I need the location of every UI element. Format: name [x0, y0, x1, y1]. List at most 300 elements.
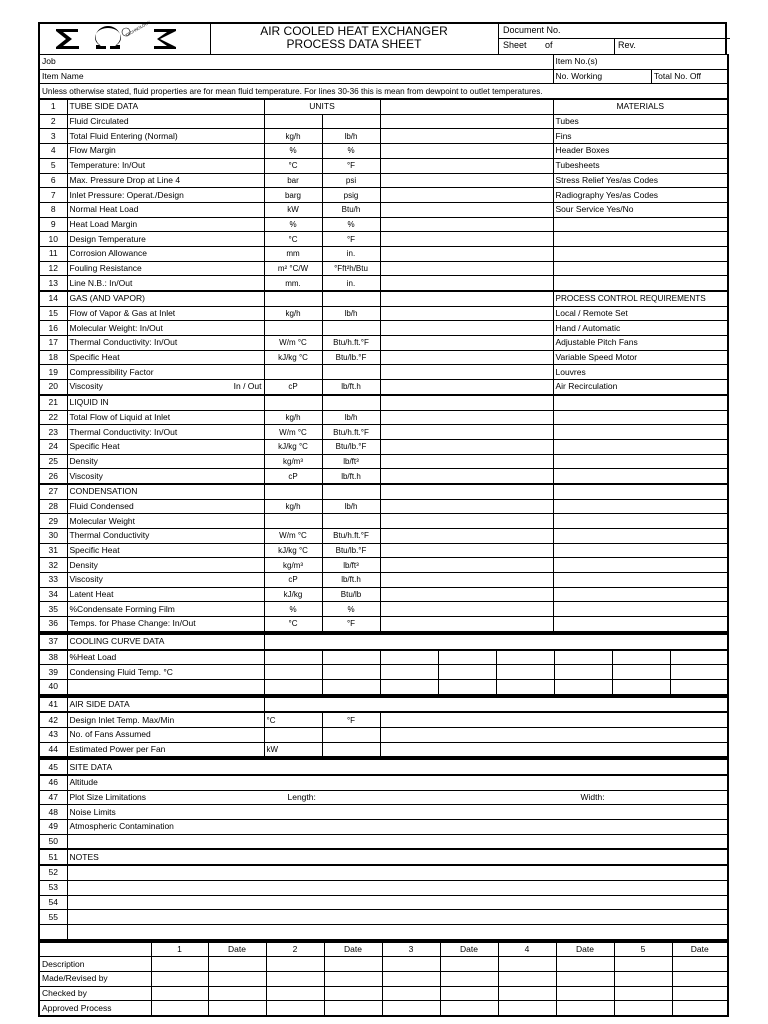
table-row	[39, 425, 728, 440]
row-label: Inlet Pressure: Operat./Design	[67, 188, 264, 203]
imperial-unit: Btu/lb.°F	[322, 543, 380, 558]
total-no-off-field[interactable]: Total No. Off	[653, 71, 702, 82]
curve-value-cell[interactable]	[322, 650, 380, 665]
value-cell[interactable]	[380, 99, 553, 114]
imperial-unit: lb/h	[322, 410, 380, 425]
revision-cell[interactable]	[382, 957, 440, 972]
value-cell[interactable]	[380, 742, 728, 757]
right-label	[553, 410, 728, 425]
row-number: 46	[39, 775, 67, 790]
table-row	[39, 365, 728, 380]
value-cell[interactable]	[380, 306, 553, 321]
table-row	[39, 232, 728, 247]
section-heading	[67, 849, 728, 865]
materials-header: MATERIALS	[553, 99, 728, 114]
revision-cell[interactable]	[556, 971, 614, 986]
row-label: Temps. for Phase Change: In/Out	[67, 617, 264, 632]
row-label: Max. Pressure Drop at Line 4	[67, 173, 264, 188]
curve-value-cell[interactable]	[612, 679, 670, 694]
si-unit	[264, 365, 322, 380]
row-label: Plot Size Limitations	[69, 792, 147, 803]
imperial-unit	[322, 395, 380, 410]
right-label[interactable]: Variable Speed Motor	[553, 350, 728, 365]
value-cell[interactable]	[380, 454, 553, 469]
revision-cell[interactable]	[556, 986, 614, 1001]
row-number: 52	[39, 865, 67, 880]
revision-cell[interactable]	[498, 986, 556, 1001]
right-label	[553, 484, 728, 499]
imperial-unit	[322, 321, 380, 336]
revision-cell[interactable]	[208, 971, 266, 986]
value-cell[interactable]	[380, 217, 553, 232]
right-label	[553, 573, 728, 588]
row-number: 1	[39, 99, 67, 114]
row-number: 29	[39, 514, 67, 529]
si-unit	[264, 514, 322, 529]
revision-cell[interactable]	[324, 986, 382, 1001]
curve-value-cell[interactable]	[496, 665, 554, 680]
value-cell[interactable]	[380, 529, 553, 544]
revision-cell[interactable]	[382, 986, 440, 1001]
revision-cell[interactable]	[440, 957, 498, 972]
value-cell[interactable]	[380, 558, 553, 573]
imperial-unit: °F	[322, 232, 380, 247]
revision-cell[interactable]	[266, 971, 324, 986]
row-number: 32	[39, 558, 67, 573]
revision-cell[interactable]	[382, 971, 440, 986]
row-number: 21	[39, 395, 67, 410]
row-label: Molecular Weight: In/Out	[67, 321, 264, 336]
revision-table	[38, 941, 729, 1017]
curve-value-cell[interactable]	[496, 650, 554, 665]
right-label[interactable]: Air Recirculation	[553, 380, 728, 395]
table-row	[39, 173, 728, 188]
si-unit: kW	[264, 742, 322, 757]
row-label: Viscosity	[69, 381, 103, 392]
row-label: Line N.B.: In/Out	[67, 276, 264, 291]
si-unit: W/m °C	[264, 336, 322, 351]
table-row	[39, 543, 728, 558]
si-unit	[264, 484, 322, 499]
imperial-unit: psig	[322, 188, 380, 203]
revision-cell[interactable]	[614, 971, 672, 986]
curve-value-cell[interactable]	[264, 665, 322, 680]
value-cell[interactable]	[380, 727, 728, 742]
row-label[interactable]	[67, 775, 728, 790]
row-number: 51	[39, 849, 67, 865]
cell	[264, 634, 728, 650]
right-label[interactable]: Adjustable Pitch Fans	[553, 336, 728, 351]
curve-value-cell[interactable]	[670, 665, 728, 680]
right-label[interactable]: Fins	[553, 129, 728, 144]
revision-row	[39, 1001, 728, 1016]
title-line-1: AIR COOLED HEAT EXCHANGER	[260, 24, 448, 38]
row-label: %Heat Load	[67, 650, 264, 665]
value-cell[interactable]	[380, 514, 553, 529]
table-row	[39, 775, 728, 790]
si-unit: %	[264, 602, 322, 617]
value-cell[interactable]	[380, 336, 553, 351]
row-number: 50	[39, 834, 67, 849]
table-row	[39, 158, 728, 173]
curve-value-cell[interactable]	[554, 650, 612, 665]
revision-date-header: Date	[672, 942, 728, 957]
revision-date-header: Date	[208, 942, 266, 957]
no-working-field[interactable]: No. Working	[554, 70, 652, 83]
si-unit: kJ/kg	[264, 587, 322, 602]
value-cell[interactable]	[380, 587, 553, 602]
value-cell[interactable]	[380, 246, 553, 261]
width-label: Width:	[580, 792, 605, 803]
revision-cell[interactable]	[440, 1001, 498, 1016]
row-label	[67, 380, 264, 395]
sigma-omega-logo-icon	[54, 26, 194, 52]
row-label: Estimated Power per Fan	[67, 742, 264, 757]
curve-value-cell[interactable]	[438, 679, 496, 694]
si-unit: kg/m³	[264, 454, 322, 469]
row-label: Thermal Conductivity	[67, 529, 264, 544]
table-row	[39, 321, 728, 336]
value-cell[interactable]	[380, 425, 553, 440]
site-notes-table	[38, 758, 729, 940]
row-label: Viscosity	[67, 573, 264, 588]
row-label[interactable]	[67, 834, 728, 849]
value-cell[interactable]	[380, 129, 553, 144]
row-label: Specific Heat	[67, 350, 264, 365]
item-name-field[interactable]: Item Name	[39, 69, 553, 84]
revision-row-label: Approved Process	[39, 1001, 151, 1016]
si-unit	[264, 727, 322, 742]
si-unit: barg	[264, 188, 322, 203]
value-cell[interactable]	[380, 469, 553, 484]
revision-number-header: 2	[266, 942, 324, 957]
row-label: Thermal Conductivity: In/Out	[67, 336, 264, 351]
row-number: 14	[39, 291, 67, 306]
revision-cell[interactable]	[672, 986, 728, 1001]
row-number: 17	[39, 336, 67, 351]
value-cell[interactable]	[67, 924, 728, 939]
table-row	[39, 217, 728, 232]
row-number: 49	[39, 820, 67, 835]
imperial-unit: lb/h	[322, 499, 380, 514]
value-cell[interactable]	[380, 350, 553, 365]
revision-cell[interactable]	[151, 986, 208, 1001]
value-cell[interactable]	[380, 261, 553, 276]
value-cell[interactable]	[380, 439, 553, 454]
table-row	[39, 742, 728, 757]
revision-cell[interactable]	[556, 1001, 614, 1016]
revision-cell[interactable]	[266, 986, 324, 1001]
section-heading: COOLING CURVE DATA	[67, 634, 264, 650]
curve-value-cell[interactable]	[380, 650, 438, 665]
value-cell[interactable]	[380, 188, 553, 203]
value-cell[interactable]	[380, 291, 553, 306]
imperial-unit	[322, 742, 380, 757]
revision-cell[interactable]	[324, 1001, 382, 1016]
revision-cell[interactable]	[208, 1001, 266, 1016]
value-cell[interactable]	[380, 114, 553, 129]
curve-value-cell[interactable]	[612, 665, 670, 680]
right-label	[553, 529, 728, 544]
curve-value-cell[interactable]	[438, 665, 496, 680]
row-label: Design Inlet Temp. Max/Min	[67, 712, 264, 727]
imperial-unit: °F	[322, 617, 380, 632]
revision-date-header: Date	[324, 942, 382, 957]
row-label[interactable]	[67, 805, 728, 820]
revision-cell[interactable]	[498, 1001, 556, 1016]
row-number: 8	[39, 202, 67, 217]
right-label	[553, 439, 728, 454]
right-label[interactable]: Stress Relief Yes/as Codes	[553, 173, 728, 188]
sheet-header	[38, 19, 727, 54]
table-row	[39, 712, 728, 727]
sheet-title	[211, 24, 497, 54]
row-number: 24	[39, 439, 67, 454]
table-row	[39, 350, 728, 365]
value-cell[interactable]	[380, 395, 553, 410]
row-number: 40	[39, 679, 67, 694]
curve-value-cell[interactable]	[554, 665, 612, 680]
revision-cell[interactable]	[440, 971, 498, 986]
si-unit: W/m °C	[264, 529, 322, 544]
value-cell[interactable]	[380, 380, 553, 395]
curve-value-cell[interactable]	[670, 650, 728, 665]
revision-cell[interactable]	[151, 971, 208, 986]
right-label[interactable]: Tubesheets	[553, 158, 728, 173]
imperial-unit: lb/ft³	[322, 558, 380, 573]
row-number: 12	[39, 261, 67, 276]
table-row	[39, 665, 728, 680]
si-unit: °C	[264, 617, 322, 632]
imperial-unit	[322, 514, 380, 529]
value-cell[interactable]	[380, 276, 553, 291]
revision-cell[interactable]	[382, 1001, 440, 1016]
section-heading: LIQUID IN	[67, 395, 264, 410]
right-label	[553, 469, 728, 484]
revision-cell[interactable]	[151, 1001, 208, 1016]
table-row	[39, 129, 728, 144]
row-label[interactable]	[67, 865, 728, 880]
curve-value-cell[interactable]	[264, 679, 322, 694]
right-label[interactable]: Header Boxes	[553, 144, 728, 159]
right-label[interactable]: Local / Remote Set	[553, 306, 728, 321]
imperial-unit: lb/h	[322, 306, 380, 321]
value-cell[interactable]	[380, 232, 553, 247]
value-cell[interactable]	[380, 158, 553, 173]
note-row	[39, 84, 728, 99]
row-number: 44	[39, 742, 67, 757]
row-label[interactable]	[67, 880, 728, 895]
row-label: Specific Heat	[67, 543, 264, 558]
row-number	[39, 924, 67, 939]
row-number: 18	[39, 350, 67, 365]
imperial-unit: Btu/lb.°F	[322, 439, 380, 454]
row-label: Design Temperature	[67, 232, 264, 247]
value-cell[interactable]	[380, 144, 553, 159]
table-row	[39, 910, 728, 925]
table-row	[39, 202, 728, 217]
curve-value-cell[interactable]	[322, 679, 380, 694]
revision-cell[interactable]	[324, 957, 382, 972]
row-number: 22	[39, 410, 67, 425]
row-label[interactable]	[67, 790, 728, 805]
si-unit: °C	[264, 158, 322, 173]
value-cell[interactable]	[380, 202, 553, 217]
row-number: 53	[39, 880, 67, 895]
table-row	[39, 144, 728, 159]
curve-value-cell[interactable]	[612, 650, 670, 665]
row-label: Total Fluid Entering (Normal)	[67, 129, 264, 144]
imperial-unit: Btu/h.ft.°F	[322, 529, 380, 544]
document-no-label: Document No.	[503, 25, 561, 35]
table-row	[39, 395, 728, 410]
table-row	[39, 188, 728, 203]
revision-row-label: Made/Revised by	[39, 971, 151, 986]
revision-cell[interactable]	[672, 1001, 728, 1016]
row-number: 36	[39, 617, 67, 632]
revision-cell[interactable]	[208, 957, 266, 972]
si-unit: cP	[264, 573, 322, 588]
row-number: 13	[39, 276, 67, 291]
row-number: 20	[39, 380, 67, 395]
si-unit: kg/m³	[264, 558, 322, 573]
row-label: Altitude	[69, 777, 98, 788]
row-number: 30	[39, 529, 67, 544]
job-row	[39, 55, 728, 70]
revision-cell[interactable]	[266, 1001, 324, 1016]
table-row	[39, 924, 728, 939]
section-heading: GAS (AND VAPOR)	[67, 291, 264, 306]
revision-number-header: 3	[382, 942, 440, 957]
curve-value-cell[interactable]	[496, 679, 554, 694]
revision-cell[interactable]	[440, 986, 498, 1001]
revision-cell[interactable]	[151, 957, 208, 972]
revision-number-header: 1	[151, 942, 208, 957]
table-row	[39, 380, 728, 395]
row-number: 9	[39, 217, 67, 232]
imperial-unit	[322, 291, 380, 306]
revision-cell[interactable]	[498, 971, 556, 986]
item-no-field[interactable]: Item No.(s)	[553, 55, 728, 70]
value-cell[interactable]	[380, 410, 553, 425]
revision-cell[interactable]	[672, 957, 728, 972]
row-label[interactable]	[67, 910, 728, 925]
right-label[interactable]: Louvres	[553, 365, 728, 380]
value-cell[interactable]	[380, 173, 553, 188]
value-cell[interactable]	[380, 712, 728, 727]
table-row	[39, 865, 728, 880]
right-label[interactable]: Radiography Yes/as Codes	[553, 188, 728, 203]
table-row	[39, 114, 728, 129]
value-cell[interactable]	[380, 573, 553, 588]
revision-cell[interactable]	[208, 986, 266, 1001]
imperial-unit: lb/ft³	[322, 454, 380, 469]
company-logo	[40, 19, 211, 54]
row-label[interactable]	[67, 895, 728, 910]
row-label	[67, 679, 264, 694]
right-label	[553, 543, 728, 558]
value-cell[interactable]	[380, 499, 553, 514]
right-label[interactable]: Hand / Automatic	[553, 321, 728, 336]
table-row	[39, 291, 728, 306]
right-label	[553, 499, 728, 514]
table-row	[39, 558, 728, 573]
table-row	[39, 602, 728, 617]
curve-value-cell[interactable]	[670, 679, 728, 694]
curve-value-cell[interactable]	[380, 665, 438, 680]
curve-value-cell[interactable]	[438, 650, 496, 665]
revision-cell[interactable]	[614, 1001, 672, 1016]
revision-cell[interactable]	[324, 971, 382, 986]
units-header: UNITS	[264, 99, 380, 114]
value-cell[interactable]	[380, 321, 553, 336]
row-number: 23	[39, 425, 67, 440]
row-number: 16	[39, 321, 67, 336]
revision-cell[interactable]	[556, 957, 614, 972]
value-cell[interactable]	[380, 365, 553, 380]
length-label: Length:	[287, 792, 316, 803]
revision-cell[interactable]	[672, 971, 728, 986]
value-cell[interactable]	[380, 543, 553, 558]
row-number: 3	[39, 129, 67, 144]
si-unit: cP	[264, 469, 322, 484]
row-label: Specific Heat	[67, 439, 264, 454]
row-label: Flow Margin	[67, 144, 264, 159]
imperial-unit: %	[322, 217, 380, 232]
right-label	[553, 395, 728, 410]
curve-value-cell[interactable]	[380, 679, 438, 694]
right-label	[553, 217, 728, 232]
table-row	[39, 697, 728, 713]
curve-value-cell[interactable]	[554, 679, 612, 694]
revision-cell[interactable]	[614, 986, 672, 1001]
revision-cell[interactable]	[614, 957, 672, 972]
imperial-unit: psi	[322, 173, 380, 188]
si-unit: kg/h	[264, 129, 322, 144]
revision-cell[interactable]	[266, 957, 324, 972]
right-label	[553, 617, 728, 632]
value-cell[interactable]	[380, 602, 553, 617]
value-cell[interactable]	[380, 484, 553, 499]
row-label[interactable]	[67, 820, 728, 835]
row-label: Latent Heat	[67, 587, 264, 602]
row-label: %Condensate Forming Film	[67, 602, 264, 617]
cell	[264, 697, 728, 713]
si-unit: kJ/kg °C	[264, 439, 322, 454]
right-label[interactable]: Sour Service Yes/No	[553, 202, 728, 217]
curve-value-cell[interactable]	[264, 650, 322, 665]
imperial-unit: Btu/h	[322, 202, 380, 217]
right-label[interactable]: Tubes	[553, 114, 728, 129]
curve-value-cell[interactable]	[322, 665, 380, 680]
imperial-unit	[322, 114, 380, 129]
row-label: Viscosity	[67, 469, 264, 484]
sheet-label: Sheet	[503, 40, 527, 50]
table-row	[39, 439, 728, 454]
row-label: Fouling Resistance	[67, 261, 264, 276]
logo-text: TECHNOLOGY	[124, 19, 152, 38]
si-unit	[264, 291, 322, 306]
job-field[interactable]: Job	[39, 55, 553, 70]
value-cell[interactable]	[380, 617, 553, 632]
revision-cell[interactable]	[498, 957, 556, 972]
revision-row	[39, 971, 728, 986]
data-sheet	[38, 19, 727, 1017]
si-unit: mm	[264, 246, 322, 261]
imperial-unit: lb/ft.h	[322, 469, 380, 484]
table-row	[39, 529, 728, 544]
row-label: Noise Limits	[69, 806, 116, 817]
